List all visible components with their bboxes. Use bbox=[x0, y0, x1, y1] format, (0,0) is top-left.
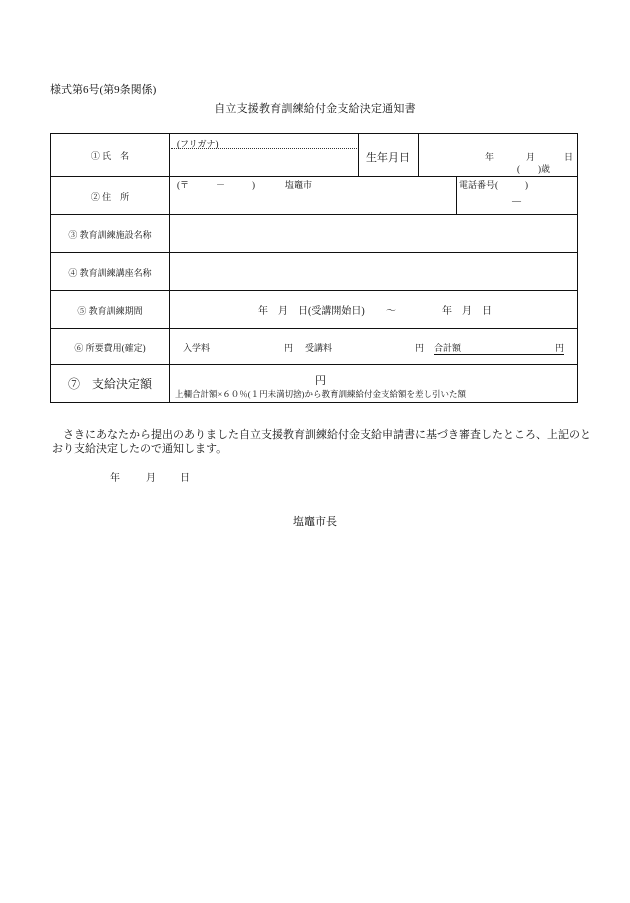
issuer-name: 塩竈市長 bbox=[293, 516, 337, 528]
address-label: ② 住 所 bbox=[90, 192, 130, 202]
row-divider bbox=[51, 290, 577, 291]
row-divider bbox=[51, 214, 577, 215]
payment-decision-label: ⑦ 支給決定額 bbox=[67, 377, 152, 391]
payment-yen: 円 bbox=[315, 375, 326, 387]
issue-date-month: 月 bbox=[146, 473, 156, 484]
tuition-fee-label: 受講料 bbox=[305, 343, 333, 353]
row-divider bbox=[51, 328, 577, 329]
furigana-label: (フリガナ) bbox=[177, 139, 219, 149]
row-divider bbox=[51, 364, 577, 365]
row-divider bbox=[51, 252, 577, 253]
payment-calculation-note: 上欄合計額×６０％(１円未満切捨)から教育訓練給付金支給額を差し引いた額 bbox=[175, 389, 466, 399]
required-cost-label: ⑥ 所要費用(確定) bbox=[74, 343, 146, 353]
total-yen: 円 bbox=[554, 343, 564, 353]
form-number: 様式第6号(第9条関係) bbox=[50, 84, 157, 96]
cell-divider bbox=[418, 134, 419, 176]
facility-name-label: ③ 教育訓練施設名称 bbox=[68, 230, 152, 240]
age-label: ( )歳 bbox=[517, 164, 550, 174]
cell-divider bbox=[456, 176, 457, 214]
phone-dash: ― bbox=[512, 196, 521, 206]
period-start-date: 年 月 日(受講開始日) bbox=[258, 306, 365, 317]
city-name: 塩竈市 bbox=[285, 180, 313, 190]
period-tilde: ～ bbox=[386, 306, 396, 317]
admission-yen: 円 bbox=[284, 343, 294, 353]
birth-year-label: 年 bbox=[485, 152, 495, 162]
birthdate-label: 生年月日 bbox=[366, 152, 410, 164]
issue-date-year: 年 bbox=[110, 473, 120, 484]
issue-date-day: 日 bbox=[180, 473, 190, 484]
phone-label: 電話番号( ) bbox=[459, 180, 528, 190]
document-title: 自立支援教育訓練給付金支給決定通知書 bbox=[214, 103, 416, 115]
application-table bbox=[50, 133, 578, 403]
tuition-yen: 円 bbox=[415, 343, 425, 353]
postal-code-field: (〒 － ) bbox=[177, 180, 255, 190]
birth-month-label: 月 bbox=[526, 152, 536, 162]
total-amount-label: 合計額 bbox=[434, 343, 462, 353]
label-column-divider bbox=[169, 134, 170, 402]
birth-day-label: 日 bbox=[564, 152, 574, 162]
name-label: ① 氏 名 bbox=[90, 151, 130, 161]
period-end-date: 年 月 日 bbox=[442, 306, 492, 317]
admission-fee-label: 入学料 bbox=[183, 343, 211, 353]
course-name-label: ④ 教育訓練講座名称 bbox=[68, 268, 152, 278]
training-period-label: ⑤ 教育訓練期間 bbox=[77, 306, 143, 316]
total-amount-field bbox=[434, 341, 564, 355]
row-divider bbox=[51, 176, 577, 177]
notice-body-text: さきにあなたから提出のありました自立支援教育訓練給付金支給申請書に基づき審査したところ、上記のとおり支給決定したので通知します。 bbox=[52, 429, 591, 455]
